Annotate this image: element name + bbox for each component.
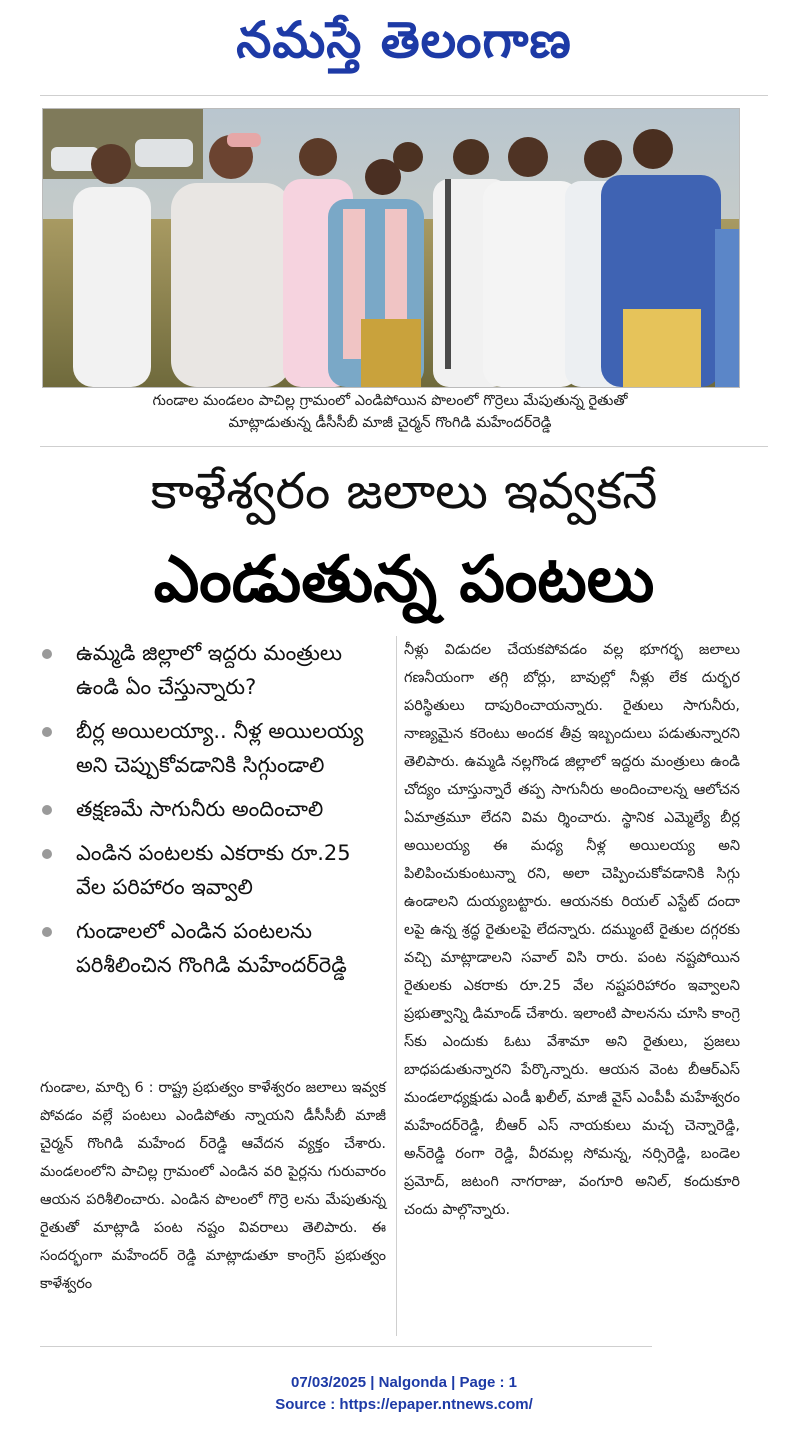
divider (40, 1346, 652, 1347)
highlight-item: గుండాలలో ఎండిన పంటలను పరిశీలించిన గొంగిడి మహేందర్‌రెడ్డి (40, 914, 380, 982)
highlight-item: తక్షణమే సాగునీరు అందించాలి (40, 792, 380, 826)
bullet-icon (42, 649, 52, 659)
source-link[interactable]: Source : https://epaper.ntnews.com/ (275, 1396, 533, 1413)
divider (40, 95, 768, 96)
photo-caption (42, 390, 738, 434)
headline-main: ఎండుతున్న పంటలు (153, 543, 655, 617)
column-divider (396, 636, 397, 1336)
page-footer (0, 1372, 808, 1416)
bullet-icon (42, 927, 52, 937)
highlight-item: ఎండిన పంటలకు ఎకరాకు రూ.25 వేల పరిహారం ఇవ్వాలి (40, 836, 380, 904)
highlight-item: బీర్ల అయిలయ్యా.. నీళ్ల అయిలయ్య అని చెప్పుకోవడానికి సిగ్గుండాలి (40, 714, 380, 782)
article-body-right: నీళ్లు విడుదల చేయకపోవడం వల్ల భూగర్భ జలాలు గణనీయంగా తగ్గి బోర్లు, బావుల్లో నీళ్లు లేక దుర్భర పరిస్థితులు దాపురించాయన్నారు. రైతులు సాగునీరు, నాణ్యమైన కరెంటు అందక తీవ్ర ఇబ్బందులు పడుతున్నారని తెలిపారు. ఉమ్మడి నల్లగొండ జిల్లాలో ఇద్దరు మంత్రులు ఉండి చోద్యం చూస్తున్నారే తప్ప సాగునీరు అందించాలన్న ఆలోచన ఏమాత్రమూ లేదని విమ ర్శించారు. స్థానిక ఎమ్మెల్యే బీర్ల అయిలయ్య ఈ మధ్య నీళ్ల అయిలయ్య అని పిలిపించుకుంటున్నా రని, అలా చెప్పించుకోవడానికి సిగ్గు ఉండాలని దుయ్యబట్టారు. ఆయనకు రియల్ ఎస్టేట్ దందా లపై ఉన్న శ్రద్ధ రైతులపై లేదన్నారు. దమ్ముంటే రైతుల దగ్గరకు వచ్చి మాట్లాడాలని సవాల్ విసి రారు. పంట నష్టపోయిన రైతులకు ఎకరాకు రూ.25 వేల నష్టపరిహారం ఇవ్వాలని ప్రభుత్వాన్ని డిమాండ్ చేశారు. ఇలాంటి పాలనను చూసి కాంగ్రె స్‌కు ఎందుకు ఓటు వేశామా అని రైతులు, ప్రజలు బాధపడుతున్నారని పేర్కొన్నారు. ఆయన వెంట బీఆర్ఎస్ మండలాధ్యక్షుడు ఎండీ ఖలీల్, మాజీ వైస్ ఎంపీపీ మహేశ్వరం మహేందర్‌రెడ్డి, బీఆర్ ఎస్ నాయకులు మచ్చ చెన్నారెడ్డి, అన్‌రెడ్డి రంగా రెడ్డి, వీరమల్ల సోమన్న, నర్సిరెడ్డి, బండెల ప్రమోద్, జటంగి నాగరాజు, వంగూరి అనిల్, కందుకూరి చందు పాల్గొన్నారు. (404, 642, 740, 1218)
caption-line-2: మాట్లాడుతున్న డీసీసీబీ మాజీ చైర్మన్ గొంగిడి మహేందర్‌రెడ్డి (228, 415, 552, 431)
headline-kicker: కాళేశ్వరం జలాలు ఇవ్వకనే (150, 462, 658, 520)
bullet-icon (42, 849, 52, 859)
caption-line-1: గుండాల మండలం పాచిల్ల గ్రామంలో ఎండిపోయిన పొలంలో గొర్రెలు మేపుతున్న రైతుతో (152, 393, 628, 409)
highlights-list (40, 636, 380, 982)
masthead (0, 0, 808, 92)
bullet-icon (42, 727, 52, 737)
highlights-column (40, 636, 380, 992)
news-photo (42, 108, 740, 388)
bullet-icon (42, 805, 52, 815)
article-body-left: గుండాల, మార్చి 6 : రాష్ట్ర ప్రభుత్వం కాళేశ్వరం జలాలు ఇవ్వక పోవడం వల్లే పంటలు ఎండిపోతు న్నాయని డీసీసీబీ మాజీ చైర్మన్ గొంగిడి మహేంద ర్‌రెడ్డి ఆవేదన వ్యక్తం చేశారు. మండలంలోని పాచిల్ల గ్రామంలో ఎండిన వరి పైర్లను గురువారం ఆయన పరిశీలించారు. ఎండిన పొలంలో గొర్రె లను మేపుతున్న రైతుతో మాట్లాడి పంట నష్టం వివరాలు తెలిపారు. ఈ సందర్భంగా మహేందర్ రెడ్డి మాట్లాడుతూ కాంగ్రెస్ ప్రభుత్వం కాళేశ్వరం (40, 1080, 386, 1292)
highlight-item: ఉమ్మడి జిల్లాలో ఇద్దరు మంత్రులు ఉండి ఏం చేస్తున్నారు? (40, 636, 380, 704)
edition-info: 07/03/2025 | Nalgonda | Page : 1 (291, 1374, 517, 1391)
newspaper-title: నమస్తే తెలంగాణ (236, 10, 572, 69)
divider (40, 446, 768, 447)
